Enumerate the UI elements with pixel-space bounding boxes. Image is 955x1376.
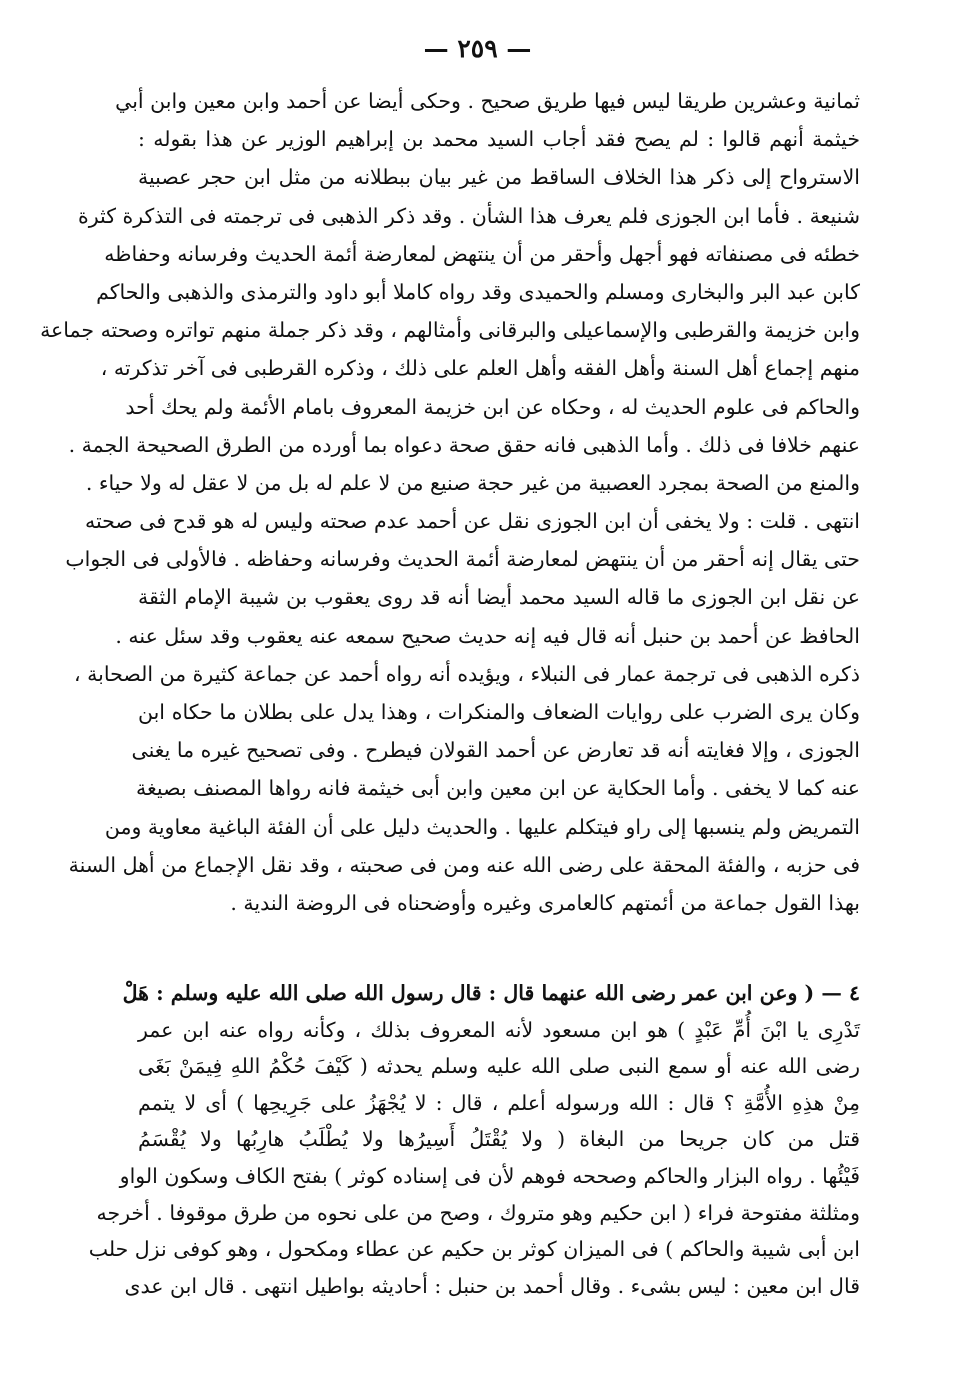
hadith-line: قتل من كان جريحا من البغاة ( ولا يُقْتَلُ أَسِيرُها ولا يُطْلَبُ هارِبُها ولا يُقْسَمُ <box>138 1127 860 1152</box>
hadith-section <box>88 975 860 1304</box>
text-line: منهم إجماع أهل السنة وأهل الفقه وأهل العلم على ذلك ، وذكره القرطبى فى آخر تذكرته ، <box>100 356 860 381</box>
hadith-line: تَدْرِى يا ابْنَ أُمِّ عَبْدٍ ) هو ابن مسعود لأنه المعروف بذلك ، وكأنه رواه عنه ابن عمر <box>138 1017 860 1042</box>
text-line: عنه كما لا يخفى . وأما الحكاية عن ابن معين وابن أبى خيثمة فانه رواها المصنف بصيغة <box>136 776 860 801</box>
hadith-line: ابن أبى شيبة والحاكم ) فى الميزان كوثر بن حكيم عن عطاء ومكحول ، وهو كوفى نزل حلب <box>88 1237 860 1262</box>
text-line: الجوزى ، وإلا فغايته أنه قد تعارض عن أحمد القولان فيطرح . وفى تصحيح غيره ما يغنى <box>131 738 860 763</box>
commentary-section <box>40 82 860 922</box>
hadith-line: ومثلثة مفتوحة فراء ( ابن حكيم وهو متروك ، وصح من على نحوه من طرق موقوفا . أخرجه <box>96 1200 860 1225</box>
text-line: وكان يرى الضرب على روايات الضعاف والمنكرات ، وهذا يدل على بطلان ما حكاه ابن <box>138 700 860 724</box>
hadith-line: قال ابن معين : ليس بشىء . وقال أحمد بن حنبل : أحاديثه بواطيل انتهى . قال ابن عدى <box>124 1273 860 1298</box>
text-line: حتى يقال إنه أحقر من أن ينتهض لمعارضة أئمة الحديث وفرسانه وحفاظه . فالأولى فى الجواب <box>65 547 860 572</box>
text-line: خطئه فى مصنفاته فهو أجهل وأحقر من أن ينتهض لمعارضة أئمة الحديث وفرسانه وحفاظه <box>104 241 860 266</box>
text-line: شنيعة . فأما ابن الجوزى فلم يعرف هذا الشأن . وقد ذكر الذهبى فى ترجمته فى التذكرة كثرة <box>77 203 860 228</box>
text-line: والمنع من الصحة بمجرد العصبية من غير حجة صنيع من لا علم له بل من لا عقل له ولا حياء . <box>85 470 860 495</box>
text-line: والحاكم فى علوم الحديث له ، وحكاه عن ابن خزيمة المعروف بامام الأئمة ولم يحك أحد <box>125 394 860 419</box>
text-line: كابن عبد البر والبخارى ومسلم والحميدى وقد رواه كاملا أبو داود والترمذى والذهبى والحاكم <box>96 279 860 304</box>
hadith-line: ٤ — ( وعن ابن عمر رضى الله عنهما قال : قال رسول الله صلى الله عليه وسلم : هَلْ <box>122 981 860 1005</box>
hadith-line: مِنْ هذِهِ الأُمَّةِ ؟ قال : الله ورسوله أعلم ، قال : لا يُجْهَزُ على جَرِيحِها ) أى لا يتمم <box>138 1090 860 1115</box>
hadith-line: فَيْئُها . رواه البزار والحاكم وصححه فوهم لأن فى إسناده كوثر ) بفتح الكاف وسكون الواو <box>119 1163 860 1188</box>
text-line: ذكره الذهبى فى ترجمة عمار فى النبلاء ، ويؤيده أنه رواه أحمد عن جماعة كثيرة من الصحابة ، <box>74 661 860 686</box>
text-line: خيثمة أنهم قالوا : لم يصح فقد أجاب السيد محمد بن إبراهيم الوزير عن هذا بقوله : <box>138 127 860 152</box>
text-line: فى حزبه ، والفئة المحقة على رضى الله عنه ومن فى صحبته ، وقد نقل الإجماع من أهل السنة <box>68 852 860 877</box>
text-line: بهذا القول جماعة من أئمتهم كالعامرى وغيره وأوضحناه فى الروضة الندية . <box>230 890 860 915</box>
text-line: عن نقل ابن الجوزى ما قاله السيد محمد أيضا أنه قد روى يعقوب بن شيبة الإمام الثقة <box>138 585 860 610</box>
text-line: عنهم خلافا فى ذلك . وأما الذهبى فانه حقق صحة دعواه بما أورده من الطرق الصحيحة الجمة . <box>68 432 860 457</box>
page-number: — ٢٥٩ — <box>423 34 532 63</box>
text-line: ثمانية وعشرين طريقا ليس فيها طريق صحيح . وحكى أيضا عن أحمد وابن معين وابن أبي <box>115 89 860 113</box>
text-line: الحافظ عن أحمد بن حنبل أنه قال فيه إنه حديث صحيح سمعه عنه يعقوب وقد سئل عنه . <box>115 623 860 648</box>
text-line: انتهى . قلت : ولا يخفى أن ابن الجوزى نقل عن أحمد عدم صحته وليس له هو قدح فى صحته <box>84 509 860 534</box>
text-line: الاسترواح إلى ذكر هذا الخلاف الساقط من غير بيان ببطلانه من مثل ابن حجر عصبية <box>138 165 860 190</box>
hadith-line: رضى الله عنه أو سمع النبى صلى الله عليه وسلم يحدثه ( كَيْفَ حُكْمُ اللهِ فِيمَنْ بَغَى <box>138 1054 860 1079</box>
text-line: التمريض ولم ينسبها إلى راو فيتكلم عليها . والحديث دليل على أن الفئة الباغية معاوية ومن <box>104 814 860 839</box>
text-line: وابن خزيمة والقرطبى والإسماعيلى والبرقانى وأمثالهم ، وقد ذكر جملة منهم تواتره وصحته جماعة <box>40 318 860 343</box>
